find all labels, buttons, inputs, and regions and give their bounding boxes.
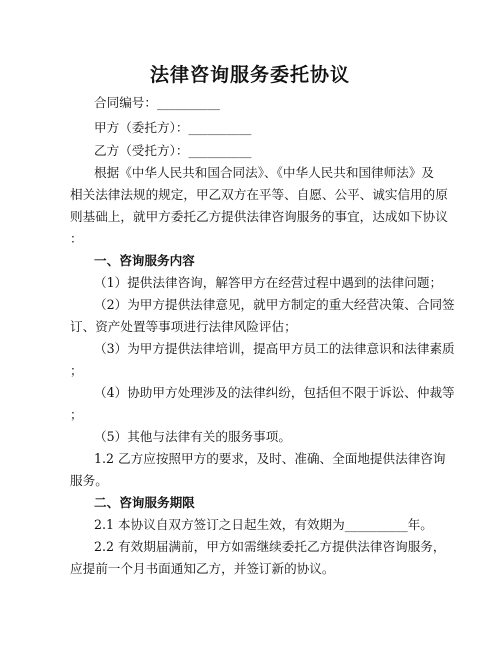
intro-line-1: 根据《中华人民共和国合同法》、《中华人民共和国律师法》及 (94, 165, 435, 180)
contract-number-field: 合同编号：__________ (94, 95, 220, 110)
clause-2-1: 2.1 本协议自双方签订之日起生效，有效期为__________年。 (94, 517, 433, 532)
section-1-item-3: （3）为甲方提供法律培训，提高甲方员工的法律意识和法律素质 (94, 341, 455, 356)
section-1-item-5: （5）其他与法律有关的服务事项。 (94, 429, 291, 444)
party-a-field: 甲方（委托方）：__________ (94, 120, 252, 135)
section-1-item-1: （1）提供法律咨询，解答甲方在经营过程中遇到的法律问题； (94, 275, 443, 290)
clause-2-2: 2.2 有效期届满前，甲方如需继续委托乙方提供法律咨询服务， (94, 539, 446, 554)
clause-2-2-cont: 应提前一个月书面通知乙方，并签订新的协议。 (70, 561, 335, 576)
intro-line-3: 则基础上，就甲方委托乙方提供法律咨询服务的事宜，达成如下协议 (70, 209, 448, 224)
section-1-item-3-cont: ； (70, 363, 83, 378)
clause-1-2-cont: 服务。 (70, 473, 108, 488)
party-b-field: 乙方（受托方）：__________ (94, 143, 252, 158)
section-1-item-4-cont: ； (70, 407, 83, 422)
clause-1-2: 1.2 乙方应按照甲方的要求，及时、准确、全面地提供法律咨询 (94, 451, 446, 466)
section-2-heading: 二、咨询服务期限 (94, 495, 195, 510)
intro-line-2: 相关法律法规的规定，甲乙双方在平等、自愿、公平、诚实信用的原 (70, 187, 448, 202)
section-1-heading: 一、咨询服务内容 (94, 253, 195, 268)
document-title: 法律咨询服务委托协议 (149, 64, 350, 86)
intro-line-4: ： (70, 231, 83, 246)
section-1-item-4: （4）协助甲方处理涉及的法律纠纷，包括但不限于诉讼、仲裁等 (94, 385, 455, 400)
section-1-item-2-cont: 订、资产处置等事项进行法律风险评估； (70, 319, 297, 334)
section-1-item-2: （2）为甲方提供法律意见，就甲方制定的重大经营决策、合同签 (94, 297, 455, 312)
